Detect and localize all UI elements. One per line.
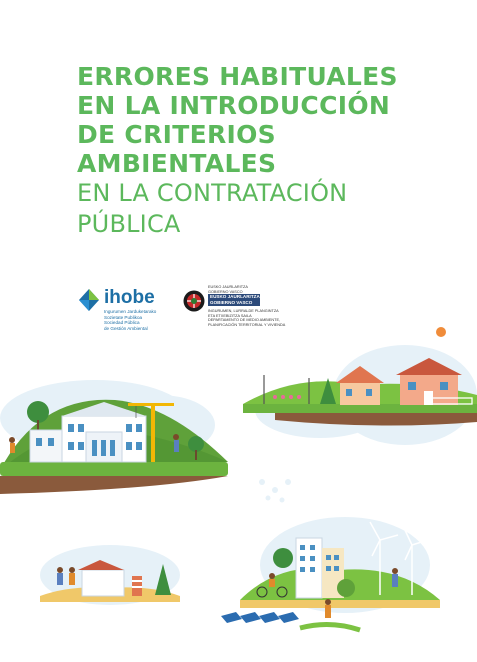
- institutional-building-island-icon: [0, 380, 228, 494]
- sun-icon: [436, 327, 446, 337]
- gov-band-2: GOBIERNO VASCO: [210, 300, 253, 305]
- gov-top-2: GOBIERNO VASCO: [208, 289, 243, 294]
- ihobe-name: ihobe: [104, 287, 155, 308]
- urban-park-island-icon: [221, 517, 440, 630]
- gov-band-1: EUSKO JAURLARITZA: [210, 294, 260, 299]
- subtitle-line-2: PÚBLICA: [77, 210, 181, 238]
- subtitle-line-1: EN LA CONTRATACIÓN: [77, 179, 348, 207]
- gov-dept-2: ETA ETXEBIZITZA SAILA: [208, 313, 252, 318]
- gov-dept-3: DEPARTAMENTO DE MEDIO AMBIENTE,: [208, 318, 281, 322]
- ihobe-tagline-4: de Gestión Ambiental: [104, 325, 148, 331]
- factory-island-icon: [40, 545, 180, 605]
- gov-dept-1: INGURUMEN, LURRALDE PLANGINTZA: [208, 309, 279, 313]
- ihobe-tagline-2: Sozietate Publikoa: [104, 314, 143, 320]
- solar-panel-icon: [221, 612, 299, 623]
- title-line-2: EN LA INTRODUCCIÓN: [77, 91, 391, 120]
- title-line-4: AMBIENTALES: [77, 149, 277, 178]
- ihobe-tagline-3: Sociedad Pública: [104, 320, 140, 325]
- title-line-3: DE CRITERIOS: [77, 120, 276, 149]
- ihobe-tagline-1: Ingurumen Jarduketarako: [104, 309, 157, 314]
- gov-dept-4: PLANIFICACIÓN TERRITORIAL Y VIVIENDA: [208, 322, 286, 327]
- gov-top-1: EUSKO JAURLARITZA: [208, 285, 248, 289]
- title-line-1: ERRORES HABITUALES: [77, 62, 398, 91]
- houses-island-icon: [243, 327, 477, 445]
